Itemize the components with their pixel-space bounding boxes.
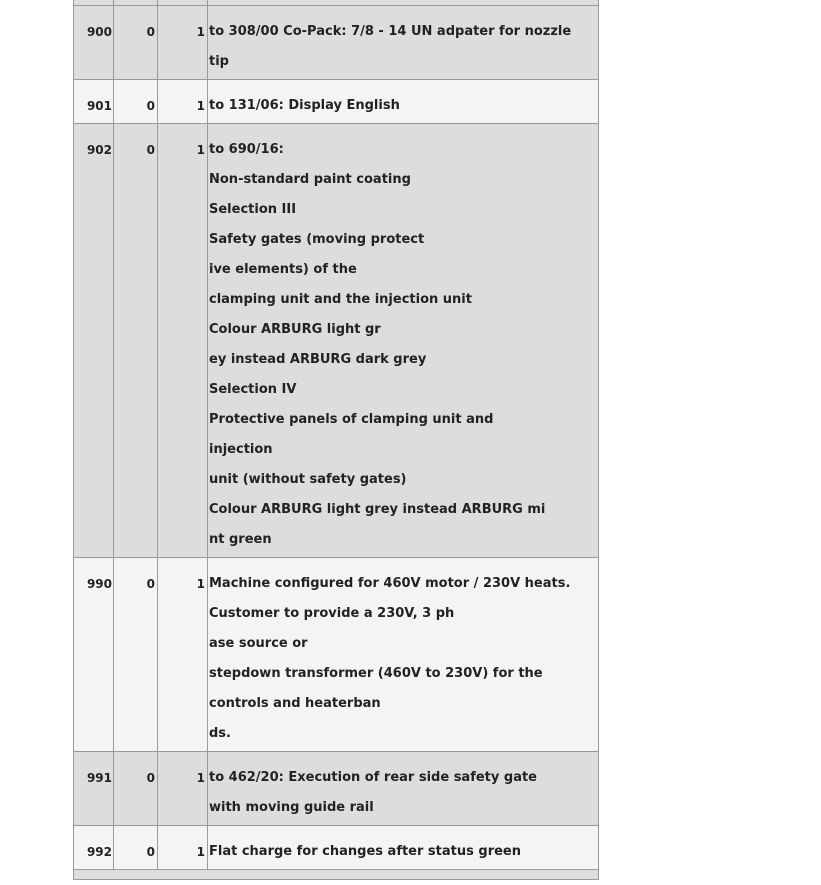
table-row	[74, 124, 598, 558]
description-line: tip	[209, 54, 229, 69]
sub-position: 0	[146, 143, 155, 157]
description-line: nt green	[209, 532, 272, 547]
description	[209, 23, 594, 83]
description	[209, 769, 594, 829]
position-number: 900	[86, 25, 112, 39]
column-divider	[207, 80, 208, 123]
description-line: Non-standard paint coating	[209, 172, 411, 187]
position-number: 901	[86, 99, 112, 113]
description-line: Protective panels of clamping unit and	[209, 412, 494, 427]
position-number: 990	[86, 577, 112, 591]
description-line: ive elements) of the	[209, 262, 357, 277]
sub-position: 0	[146, 845, 155, 859]
table-row	[74, 558, 598, 752]
description-line: to 308/00 Co-Pack: 7/8 - 14 UN adpater for nozzle	[209, 24, 572, 39]
column-divider	[113, 752, 114, 825]
description-line: clamping unit and the injection unit	[209, 292, 472, 307]
column-divider	[113, 6, 114, 79]
sub-position: 0	[146, 577, 155, 591]
description-line: Flat charge for changes after status green	[209, 844, 521, 859]
position-table	[73, 0, 599, 880]
description-line: stepdown transformer (460V to 230V) for the	[209, 666, 543, 681]
column-divider	[207, 752, 208, 825]
quantity: 1	[196, 771, 205, 785]
description-line: Selection III	[209, 202, 297, 217]
description	[209, 843, 594, 873]
sub-position: 0	[146, 25, 155, 39]
description-line: unit (without safety gates)	[209, 472, 407, 487]
quantity: 1	[196, 845, 205, 859]
column-divider	[207, 124, 208, 557]
sub-position: 0	[146, 771, 155, 785]
sub-position: 0	[146, 99, 155, 113]
description-line: Machine configured for 460V motor / 230V heats.	[209, 576, 571, 591]
table-row	[74, 752, 598, 826]
column-divider	[157, 6, 158, 79]
description-line: to 690/16:	[209, 142, 284, 157]
description-line: Selection IV	[209, 382, 297, 397]
description	[209, 141, 594, 561]
quantity: 1	[196, 143, 205, 157]
description-line: Safety gates (moving protect	[209, 232, 425, 247]
column-divider	[207, 6, 208, 79]
quantity: 1	[196, 577, 205, 591]
column-divider	[157, 752, 158, 825]
table-bottom-strip	[74, 870, 598, 880]
description-line: Customer to provide a 230V, 3 ph	[209, 606, 455, 621]
description-line: Colour ARBURG light grey instead ARBURG mi	[209, 502, 546, 517]
description	[209, 97, 594, 127]
description-line: with moving guide rail	[209, 800, 374, 815]
quantity: 1	[196, 99, 205, 113]
description-line: Colour ARBURG light gr	[209, 322, 381, 337]
table-row	[74, 80, 598, 124]
column-divider	[113, 124, 114, 557]
description-line: ds.	[209, 726, 231, 741]
table-row	[74, 6, 598, 80]
description-line: ase source or	[209, 636, 308, 651]
table-row	[74, 826, 598, 870]
position-number: 992	[86, 845, 112, 859]
description	[209, 575, 594, 755]
description-line: to 462/20: Execution of rear side safety gate	[209, 770, 537, 785]
column-divider	[157, 124, 158, 557]
column-divider	[207, 558, 208, 751]
position-number: 991	[86, 771, 112, 785]
description-line: to 131/06: Display English	[209, 98, 400, 113]
description-line: ey instead ARBURG dark grey	[209, 352, 427, 367]
position-number: 902	[86, 143, 112, 157]
description-line: controls and heaterban	[209, 696, 381, 711]
quantity: 1	[196, 25, 205, 39]
description-line: injection	[209, 442, 273, 457]
column-divider	[207, 826, 208, 869]
table-body	[74, 6, 598, 870]
